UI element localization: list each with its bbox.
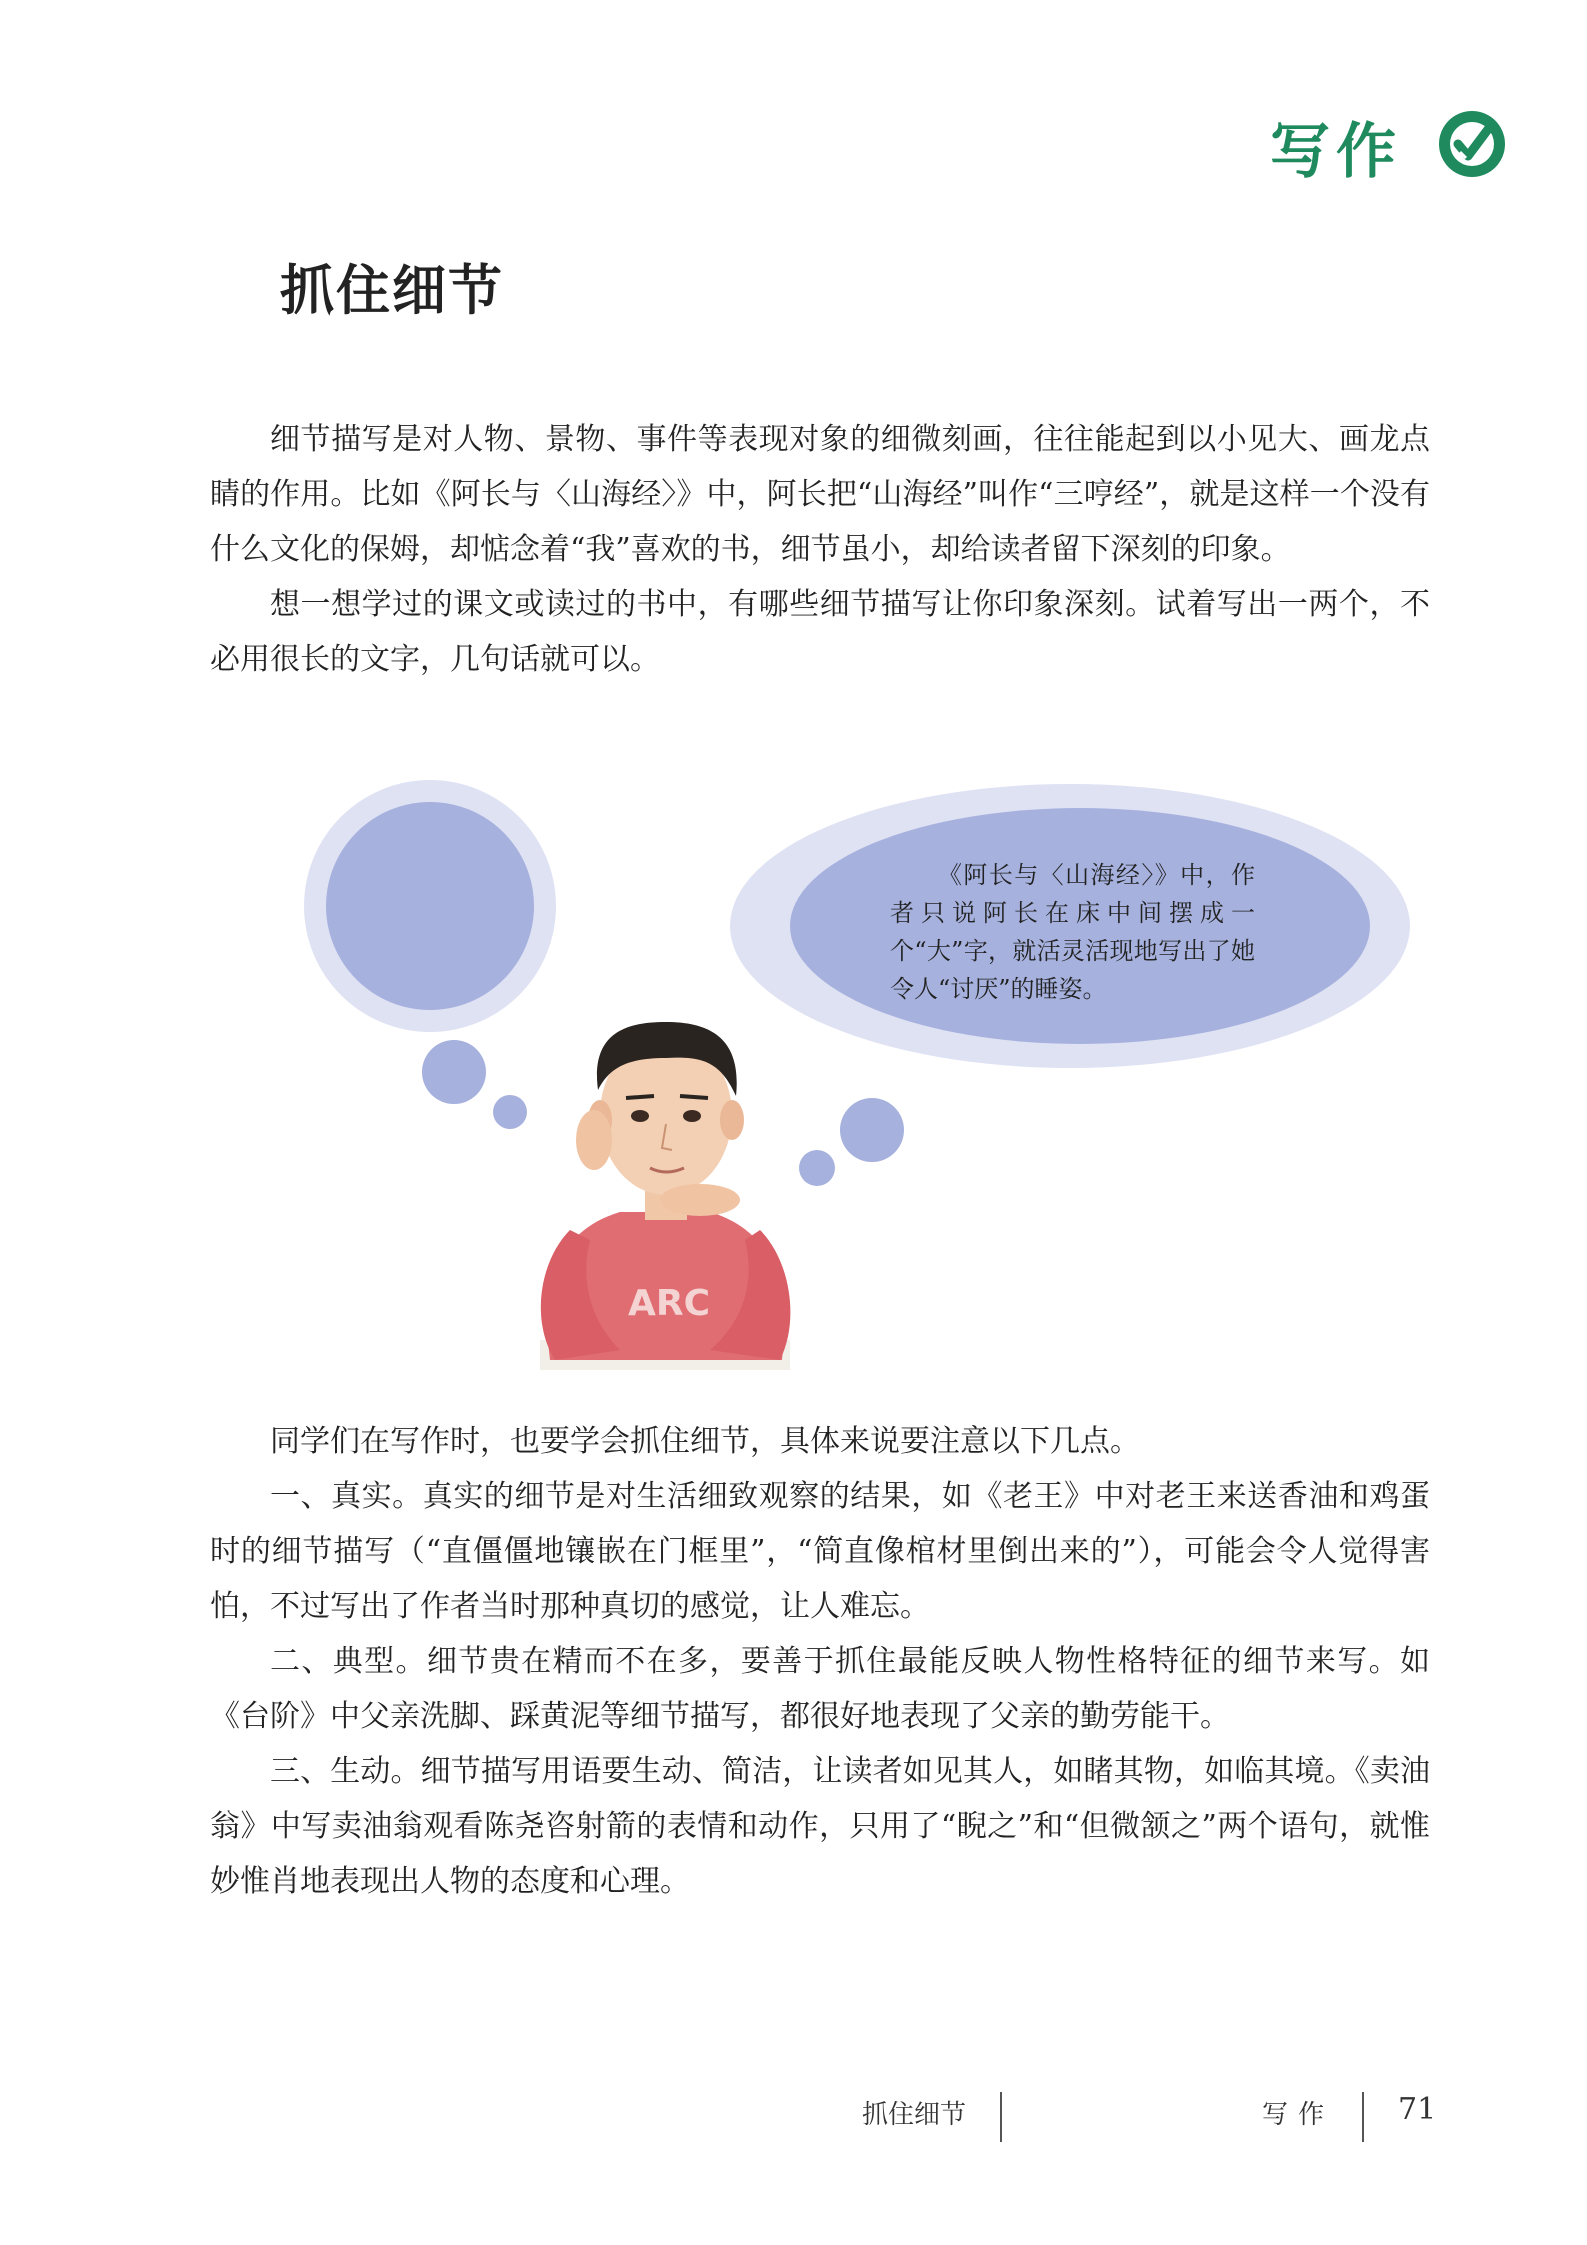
intro-paragraph: 细节描写是对人物、景物、事件等表现对象的细微刻画，往往能起到以小见大、画龙点睛的作用。比如《阿长与〈山海经〉》中，阿长把“山海经”叫作“三哼经”，就是这样一个没有什么文化的保姆，却惦念着“我”喜欢的书，细节虽小，却给读者留下深刻的印象。 (210, 422, 1430, 567)
footer-lesson-title: 抓住细节 (862, 2100, 967, 2130)
thought-bubble-text (890, 856, 1255, 1008)
body-paragraph: 一、真实。真实的细节是对生活细致观察的结果，如《老王》中对老王来送香油和鸡蛋时的细节描写（“直僵僵地镶嵌在门框里”，“简直像棺材里倒出来的”），可能会令人觉得害怕，不过写出了作者当时那种真切的感觉，让人难忘。 (210, 1479, 1430, 1624)
footer-divider (1362, 2092, 1364, 2142)
right-small-bubble (840, 1098, 904, 1162)
thought-bubble-paragraph: 《阿长与〈山海经〉》中，作者只说阿长在床中间摆成一个“大”字，就活灵活现地写出了她令人“讨厌”的睡姿。 (890, 861, 1255, 1003)
intro-paragraph: 想一想学过的课文或读过的书中，有哪些细节描写让你印象深刻。试着写出一两个，不必用很长的文字，几句话就可以。 (210, 587, 1430, 677)
left-tiny-bubble (493, 1095, 527, 1129)
boy-illustration (540, 1022, 790, 1370)
page-number: 71 (1398, 2092, 1437, 2127)
left-bubble (326, 802, 534, 1010)
body-paragraph: 三、生动。细节描写用语要生动、简洁，让读者如见其人，如睹其物，如临其境。《卖油翁》中写卖油翁观看陈尧咨射箭的表情和动作，只用了“睨之”和“但微颔之”两个语句，就惟妙惟肖地表现出人物的态度和心理。 (210, 1754, 1430, 1899)
body-paragraph: 二、典型。细节贵在精而不在多，要善于抓住最能反映人物性格特征的细节来写。如《台阶》中父亲洗脚、踩黄泥等细节描写，都很好地表现了父亲的勤劳能干。 (210, 1644, 1430, 1734)
body-text (210, 1414, 1430, 1909)
left-small-bubble (422, 1040, 486, 1104)
footer-divider (1000, 2092, 1002, 2142)
body-paragraph: 同学们在写作时，也要学会抓住细节，具体来说要注意以下几点。 (270, 1424, 1140, 1459)
intro-text (210, 412, 1430, 687)
sweater-text: ARC (628, 1283, 711, 1324)
thought-illustration (290, 760, 1450, 1380)
lesson-title: 抓住细节 (280, 259, 504, 322)
section-label: 写作 (1270, 117, 1402, 187)
footer-section-label: 写作 (1262, 2100, 1335, 2130)
right-tiny-bubble (799, 1150, 835, 1186)
pen-check-icon (1436, 108, 1508, 180)
